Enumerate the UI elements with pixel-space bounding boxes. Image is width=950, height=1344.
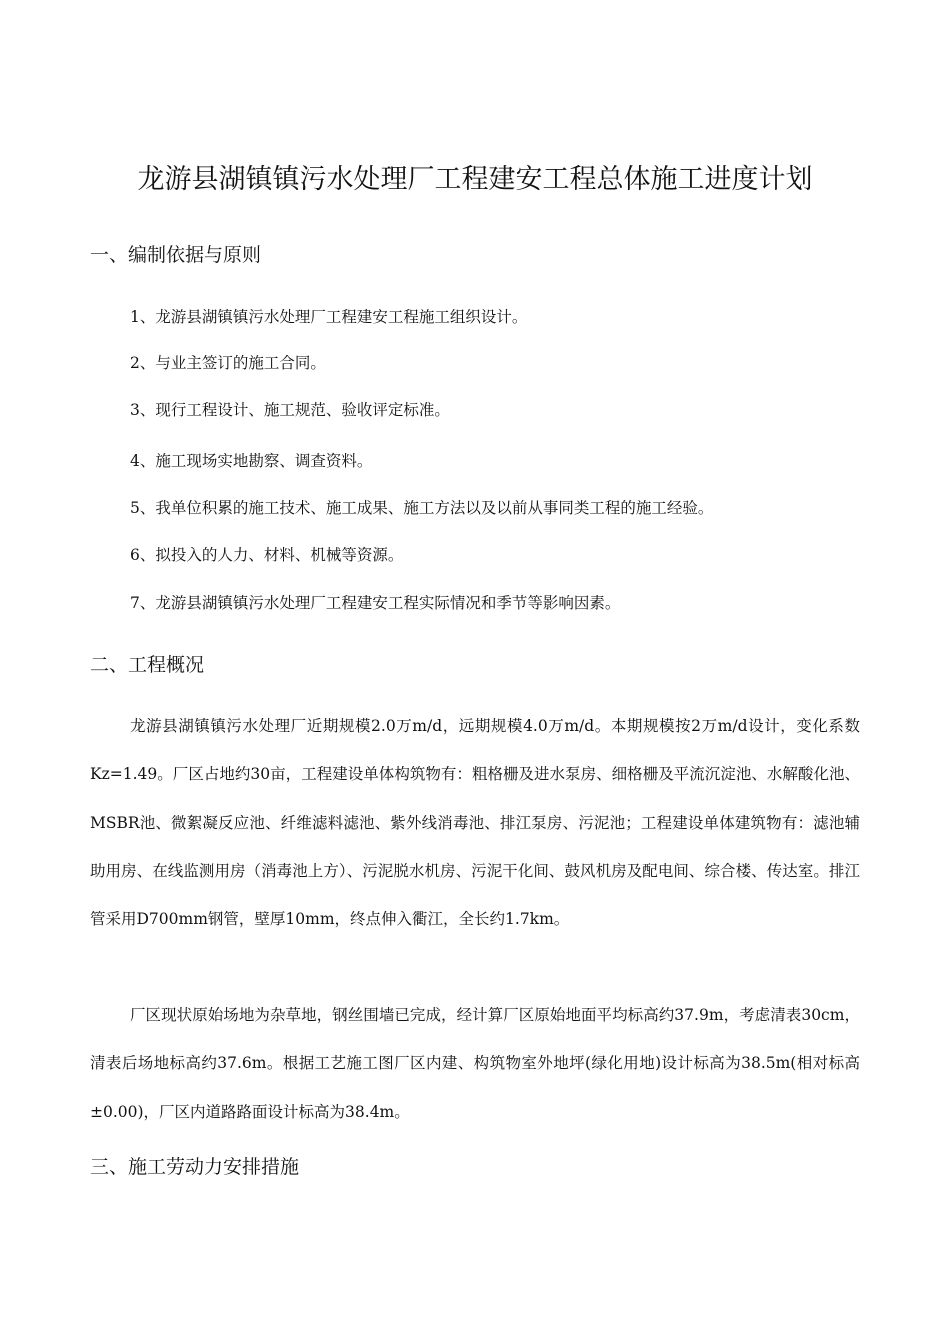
list-item: 5、我单位积累的施工技术、施工成果、施工方法以及以前从事同类工程的施工经验。 [130, 499, 714, 517]
paragraph-overview-scale: 龙游县湖镇镇污水处理厂近期规模2.0万m/d，远期规模4.0万m/d。本期规模按2万m/d设计，变化系数Kz=1.49。厂区占地约30亩，工程建设单体构筑物有：粗格栅及进水泵房、细格栅及平流沉淀池、水解酸化池、MSBR池、微絮凝反应池、纤维滤料滤池、紫外线消毒池、排江泵房、污泥池；工程建设单体建筑物有：滤池辅助用房、在线监测用房（消毒池上方）、污泥脱水机房、污泥干化间、鼓风机房及配电间、综合楼、传达室。排江管采用D700mm钢管，壁厚10mm，终点伸入衢江，全长约1.7km。 [90, 717, 860, 929]
document-title: 龙游县湖镇镇污水处理厂工程建安工程总体施工进度计划 [137, 164, 813, 195]
list-item: 4、施工现场实地勘察、调查资料。 [130, 452, 373, 470]
paragraph-overview-site: 厂区现状原始场地为杂草地，钢丝围墙已完成，经计算厂区原始地面平均标高约37.9m，考虑清表30cm，清表后场地标高约37.6m。根据工艺施工图厂区内建、构筑物室外地坪(绿化用地)设计标高为38.5m(相对标高±0.00)，厂区内道路路面设计标高为38.4m。 [90, 1006, 860, 1121]
list-item: 2、与业主签订的施工合同。 [130, 354, 326, 372]
list-item: 1、龙游县湖镇镇污水处理厂工程建安工程施工组织设计。 [130, 308, 528, 326]
list-item: 6、拟投入的人力、材料、机械等资源。 [130, 546, 404, 564]
section-heading-labor: 三、施工劳动力安排措施 [90, 1156, 300, 1178]
section-heading-basis: 一、编制依据与原则 [90, 244, 262, 266]
section-heading-overview: 二、工程概况 [90, 654, 205, 676]
list-item: 3、现行工程设计、施工规范、验收评定标准。 [130, 401, 450, 419]
list-item: 7、龙游县湖镇镇污水处理厂工程建安工程实际情况和季节等影响因素。 [130, 594, 621, 612]
